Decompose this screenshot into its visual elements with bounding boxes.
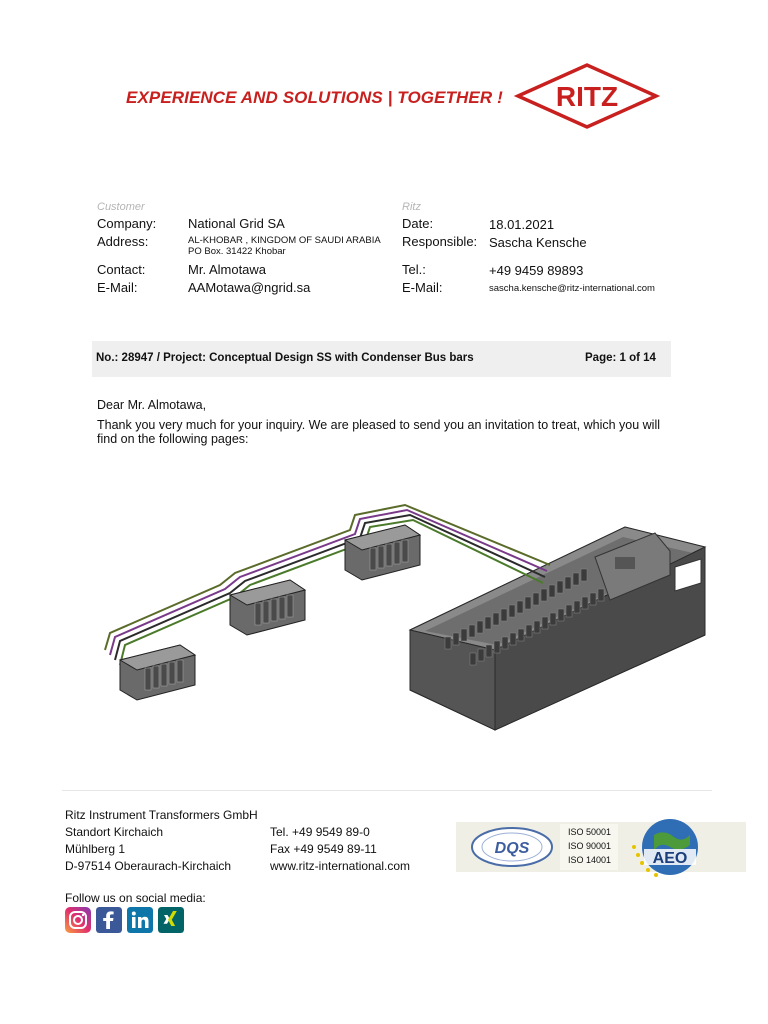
date-value: 18.01.2021 <box>489 217 555 232</box>
iso-50001: ISO 50001 <box>568 827 612 837</box>
company-value: National Grid SA <box>188 216 285 231</box>
tel-value: +49 9459 89893 <box>489 263 584 278</box>
logo-text: RITZ <box>555 81 619 112</box>
date-label: Date: <box>402 216 434 231</box>
footer-fax: Fax +49 9549 89-11 <box>270 842 377 856</box>
iso-14001: ISO 14001 <box>568 855 612 865</box>
footer-street: Mühlberg 1 <box>65 842 126 856</box>
instagram-icon[interactable] <box>65 907 91 933</box>
responsible-value: Sascha Kensche <box>489 235 587 250</box>
page-counter: Page: 1 of 14 <box>585 352 656 364</box>
xing-icon[interactable] <box>158 907 184 933</box>
address-line-1: AL-KHOBAR , KINGDOM OF SAUDI ARABIA <box>188 235 381 246</box>
ritz-email-label: E-Mail: <box>402 280 443 295</box>
contact-label: Contact: <box>97 262 146 277</box>
linkedin-icon[interactable] <box>127 907 153 933</box>
customer-section-label: Customer <box>97 201 145 213</box>
letter-line-2: find on the following pages: <box>97 432 249 446</box>
footer-web[interactable]: www.ritz-international.com <box>270 859 411 873</box>
ritz-section-label: Ritz <box>402 201 421 213</box>
transformer-2 <box>230 580 305 635</box>
letter-line-1: Thank you very much for your inquiry. We are pleased to send you an invitation to treat, which you will <box>97 418 661 432</box>
footer-divider <box>62 790 712 791</box>
footer-company: Ritz Instrument Transformers GmbH <box>65 808 258 822</box>
slogan: EXPERIENCE AND SOLUTIONS | TOGETHER ! <box>126 88 503 107</box>
address-label: Address: <box>97 234 149 249</box>
dqs-logo <box>470 826 554 868</box>
company-label: Company: <box>97 216 157 231</box>
footer-tel: Tel. +49 9549 89-0 <box>270 825 370 839</box>
substation-illustration <box>95 485 715 735</box>
facebook-icon[interactable] <box>96 907 122 933</box>
responsible-label: Responsible: <box>402 234 478 249</box>
ritz-email-value[interactable]: sascha.kensche@ritz-international.com <box>489 283 655 294</box>
customer-email-value[interactable]: AAMotawa@ngrid.sa <box>188 280 311 295</box>
transformer-1 <box>120 645 195 700</box>
dqs-text: DQS <box>494 840 530 857</box>
customer-email-label: E-Mail: <box>97 280 138 295</box>
salutation: Dear Mr. Almotawa, <box>97 398 207 412</box>
contact-value: Mr. Almotawa <box>188 262 267 277</box>
footer-site: Standort Kirchaich <box>65 825 164 839</box>
iso-90001: ISO 90001 <box>568 841 612 851</box>
aeo-logo <box>624 815 716 883</box>
aeo-text: AEO <box>652 850 688 867</box>
ritz-logo <box>512 62 662 130</box>
footer-city: D-97514 Oberaurach-Kirchaich <box>65 859 232 873</box>
address-line-2: PO Box. 31422 Khobar <box>188 246 286 257</box>
tel-label: Tel.: <box>402 262 426 277</box>
social-label: Follow us on social media: <box>65 891 206 905</box>
project-title: No.: 28947 / Project: Conceptual Design SS with Condenser Bus bars <box>96 352 474 364</box>
